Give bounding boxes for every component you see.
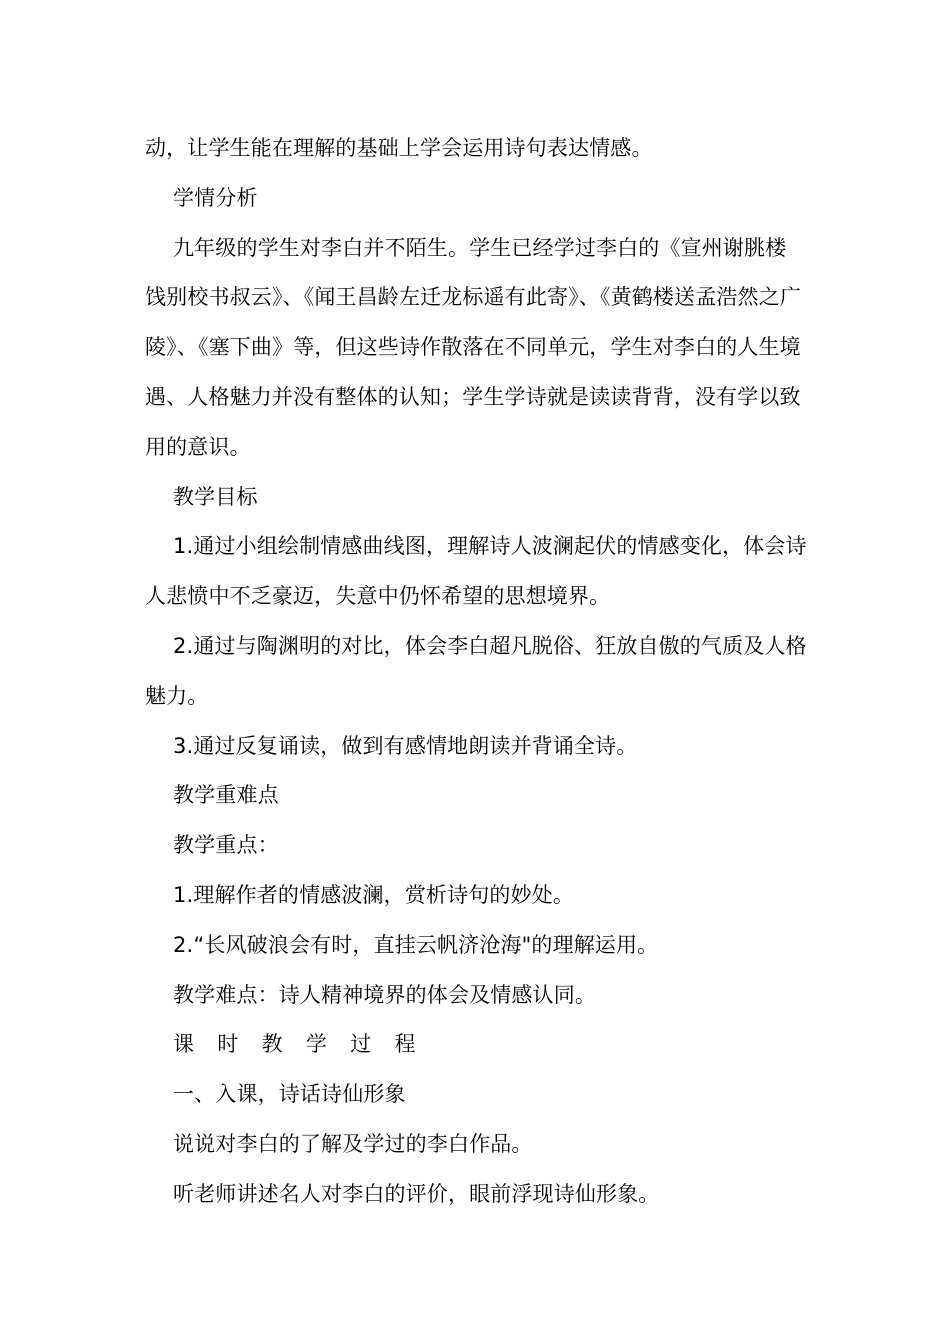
intro-activity-1: 说说对李白的了解及学过的李白作品。 bbox=[173, 1131, 533, 1156]
intro-activity-2: 听老师讲述名人对李白的评价，眼前浮现诗仙形象。 bbox=[173, 1181, 660, 1206]
heading-student-analysis: 学情分析 bbox=[173, 185, 258, 210]
section-heading-intro: 一、入课，诗话诗仙形象 bbox=[173, 1082, 406, 1107]
heading-teaching-goals: 教学目标 bbox=[173, 484, 258, 509]
key-point-item-2: 2.“长风破浪会有时，直挂云帆济沧海"的理解运用。 bbox=[173, 932, 659, 957]
goal-item-1: 1.通过小组绘制情感曲线图，理解诗人波澜起伏的情感变化，体会诗人悲愤中不乏豪迈，失意中仍怀希望的思想境界。 bbox=[145, 534, 807, 609]
heading-lesson-process: 课时教学过程 bbox=[173, 1032, 439, 1057]
key-point-item-1: 1.理解作者的情感波澜，赏析诗句的妙处。 bbox=[173, 882, 575, 907]
difficult-point: 教学难点：诗人精神境界的体会及情感认同。 bbox=[173, 982, 596, 1007]
goal-item-3: 3.通过反复诵读，做到有感情地朗读并背诵全诗。 bbox=[173, 733, 638, 758]
paragraph-continuation: 动，让学生能在理解的基础上学会运用诗句表达情感。 bbox=[145, 136, 653, 160]
document-body bbox=[145, 124, 807, 1220]
goal-item-2: 2.通过与陶渊明的对比，体会李白超凡脱俗、狂放自傲的气质及人格魅力。 bbox=[145, 633, 807, 708]
paragraph-student-analysis: 九年级的学生对李白并不陌生。学生已经学过李白的《宣州谢朓楼饯别校书叔云》、《闻王昌龄左迁龙标遥有此寄》、《黄鹤楼送孟浩然之广陵》、《塞下曲》等，但这些诗作散落在不同单元，学生对李白的人生境遇、人格魅力并没有整体的认知；学生学诗就是读读背背，没有学以致用的意识。 bbox=[145, 235, 801, 459]
heading-key-difficult-points: 教学重难点 bbox=[173, 783, 279, 808]
subheading-key-points: 教学重点： bbox=[173, 833, 279, 858]
